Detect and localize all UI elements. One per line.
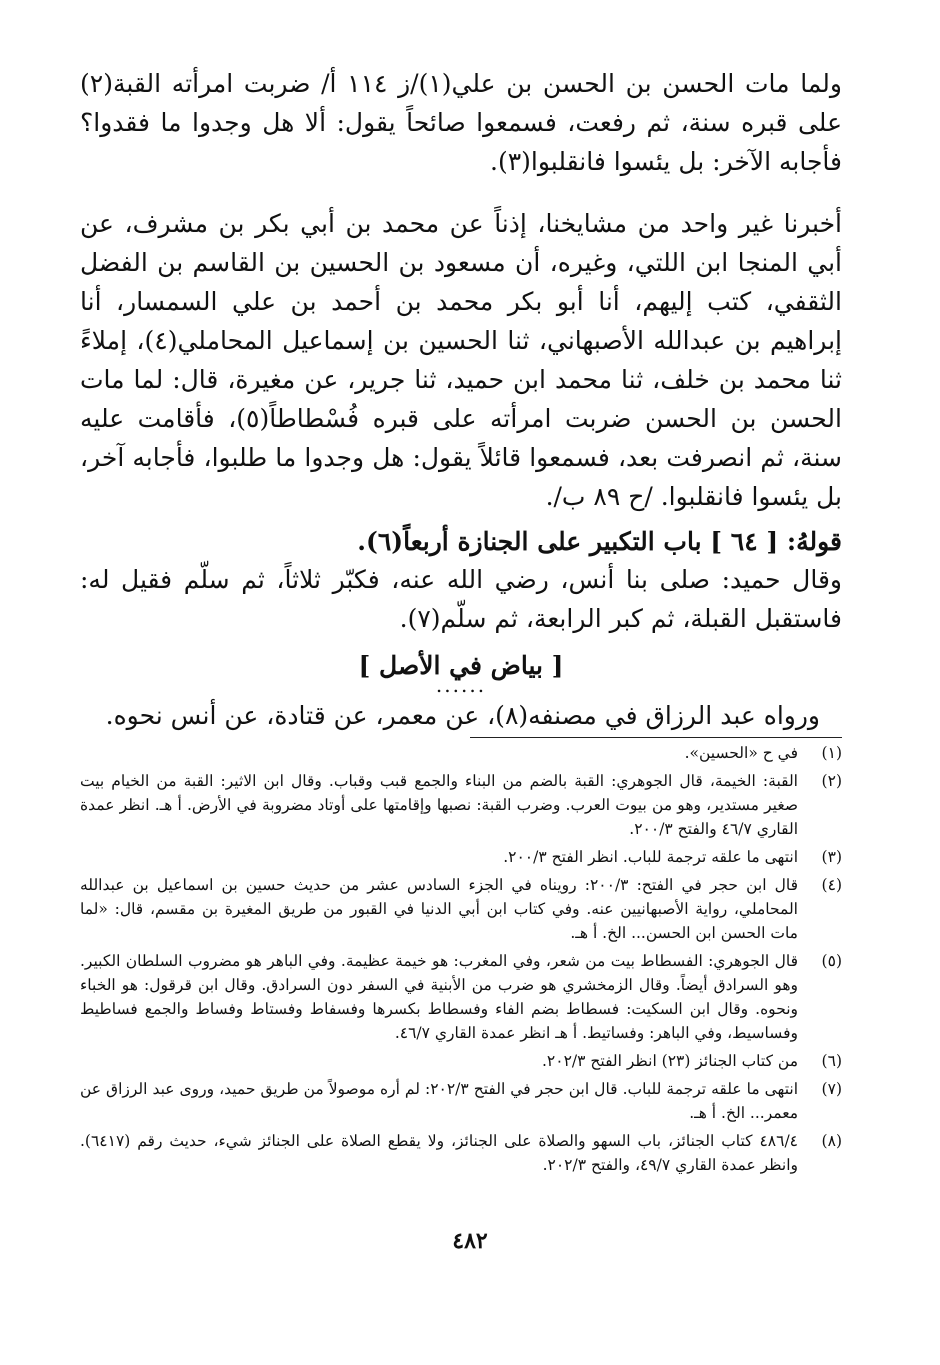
- ellipsis-dots: ......: [435, 673, 487, 697]
- footnote-text: انتهى ما علقه ترجمة للباب. انظر الفتح ٢٠٠/٣.: [503, 848, 798, 866]
- footnote-number: (٦): [821, 1052, 842, 1070]
- footnote-number: (٤): [821, 876, 842, 894]
- footnote-text: من كتاب الجنائز (٢٣) انظر الفتح ٢٠٢/٣.: [541, 1052, 798, 1070]
- footnote-text: ٤٨٦/٤ كتاب الجنائز، باب السهو والصلاة على الجنائز، ولا يقطع الصلاة على الجنائز شيء، حديث رقم (٦٤١٧). وانظر عمدة القاري ٤٩/٧، والفتح ٢٠٢/٣.: [80, 1132, 798, 1174]
- footnote-number: (٥): [821, 952, 842, 970]
- footnote-number: (٧): [821, 1080, 842, 1098]
- footnote-text: القبة: الخيمة، قال الجوهري: القبة بالضم من البناء والجمع قبب وقباب. وقال ابن الاثير: القبة من الخيام بيت صغير مستدير، وهو من بيوت العرب. وضرب القبة: نصبها وإقامتها على أوتاد مضروبة في الأرض. أ هـ. انظر عمدة القاري ٤٦/٧ والفتح ٢٠٠/٣.: [80, 772, 798, 838]
- footnote-1: [80, 741, 842, 765]
- footnote-number: (٨): [821, 1132, 842, 1150]
- footnote-number: (٢): [821, 772, 842, 790]
- paragraph-2: أخبرنا غير واحد من مشايخنا، إذناً عن محمد بن أبي بكر بن مشرف، عن أبي المنجا ابن اللتي، وغيره، أن مسعود بن الحسين بن القاسم بن الفضل الثقفي، كتب إليهم، أنا أبو بكر محمد بن أحمد بن علي السمسار، أنا إبراهيم بن عبدالله الأصبهاني، ثنا الحسين بن إسماعيل المحاملي(٤)، إملاءً ثنا محمد بن خلف، ثنا محمد ابن حميد، ثنا جرير، عن مغيرة، قال: لما مات الحسن بن الحسن ضربت امرأته على قبره فُسْطاطاً(٥)، فأقامت عليه سنة، ثم انصرفت بعد، فسمعوا قائلاً يقول: هل وجدوا ما طلبوا، فأجابه آخر، بل يئسوا فانقلبوا. /ح ٨٩ ب/.: [80, 209, 843, 511]
- footnote-8: [80, 1129, 842, 1177]
- blank-in-original-note: [ بياض في الأصل ]: [358, 651, 564, 680]
- footnote-text: قال الجوهري: الفسطاط بيت من شعر، وفي المغرب: هو خيمة عظيمة. وفي الباهر هو مضروب السلطان الكبير. وهو السرادق أيضاً. وقال الزمخشري هو ضرب من الأبنية في السفر دون السرادق. وقال ابن قرقول: هو الخباء ونحوه. وقال ابن السكيت: فسطاط بضم الفاء وفسطاط بكسرها وفسفاط وفستاط وفساط والجمع فساطيط وفساسيط، وفي الباهر: وفساتيط. أ هـ انظر عمدة القاري ٤٦/٧.: [80, 952, 798, 1042]
- footnotes: [80, 741, 842, 1181]
- footnote-3: [80, 845, 842, 869]
- footnote-number: (٣): [821, 848, 842, 866]
- footnote-text: انتهى ما علقه ترجمة للباب. قال ابن حجر في الفتح ٢٠٢/٣: لم أره موصولاً من طريق حميد، وروى عبد الرزاق عن معمر... الخ. أ هـ.: [80, 1080, 798, 1122]
- footnote-5: [80, 949, 842, 1045]
- footnote-6: [80, 1049, 842, 1073]
- page-number: ٤٨٢: [452, 1228, 488, 1254]
- footnote-text: قال ابن حجر في الفتح: ٢٠٠/٣: رويناه في الجزء السادس عشر من حديث حسين بن اسماعيل بن عبدالله المحاملي، رواية الأصبهانيين عنه. وفي كتاب ابن أبي الدنيا في القبور من طريق المغيرة بن مقسم، قال: «لما مات الحسن ابن الحسن... الخ. أ هـ.: [80, 876, 798, 942]
- paragraph-1: ولما مات الحسن بن الحسن بن علي(١)/ز ١١٤ أ/ ضربت امرأته القبة(٢) على قبره سنة، ثم رفعت، فسمعوا صائحاً يقول: ألا هل وجدوا ما فقدوا؟ فأجابه الآخر: بل يئسوا فانقلبوا(٣).: [80, 69, 842, 176]
- footnote-4: [80, 873, 842, 945]
- paragraph-3: وقال حميد: صلى بنا أنس، رضي الله عنه، فكبّر ثلاثاً، ثم سلّم فقيل له: فاستقبل القبلة، ثم كبر الرابعة، ثم سلّم(٧).: [80, 565, 842, 633]
- section-heading: قولهُ: [ ٦٤ ] باب التكبير على الجنازة أربعاً(٦).: [357, 527, 842, 556]
- footnote-text: في ح «الحسين».: [684, 744, 798, 762]
- paragraph-4: ورواه عبد الرزاق في مصنفه(٨)، عن معمر، عن قتادة، عن أنس نحوه.: [105, 701, 820, 730]
- footnote-number: (١): [821, 744, 842, 762]
- footnote-divider: [470, 737, 842, 738]
- footnote-2: [80, 769, 842, 841]
- footnote-7: [80, 1077, 842, 1125]
